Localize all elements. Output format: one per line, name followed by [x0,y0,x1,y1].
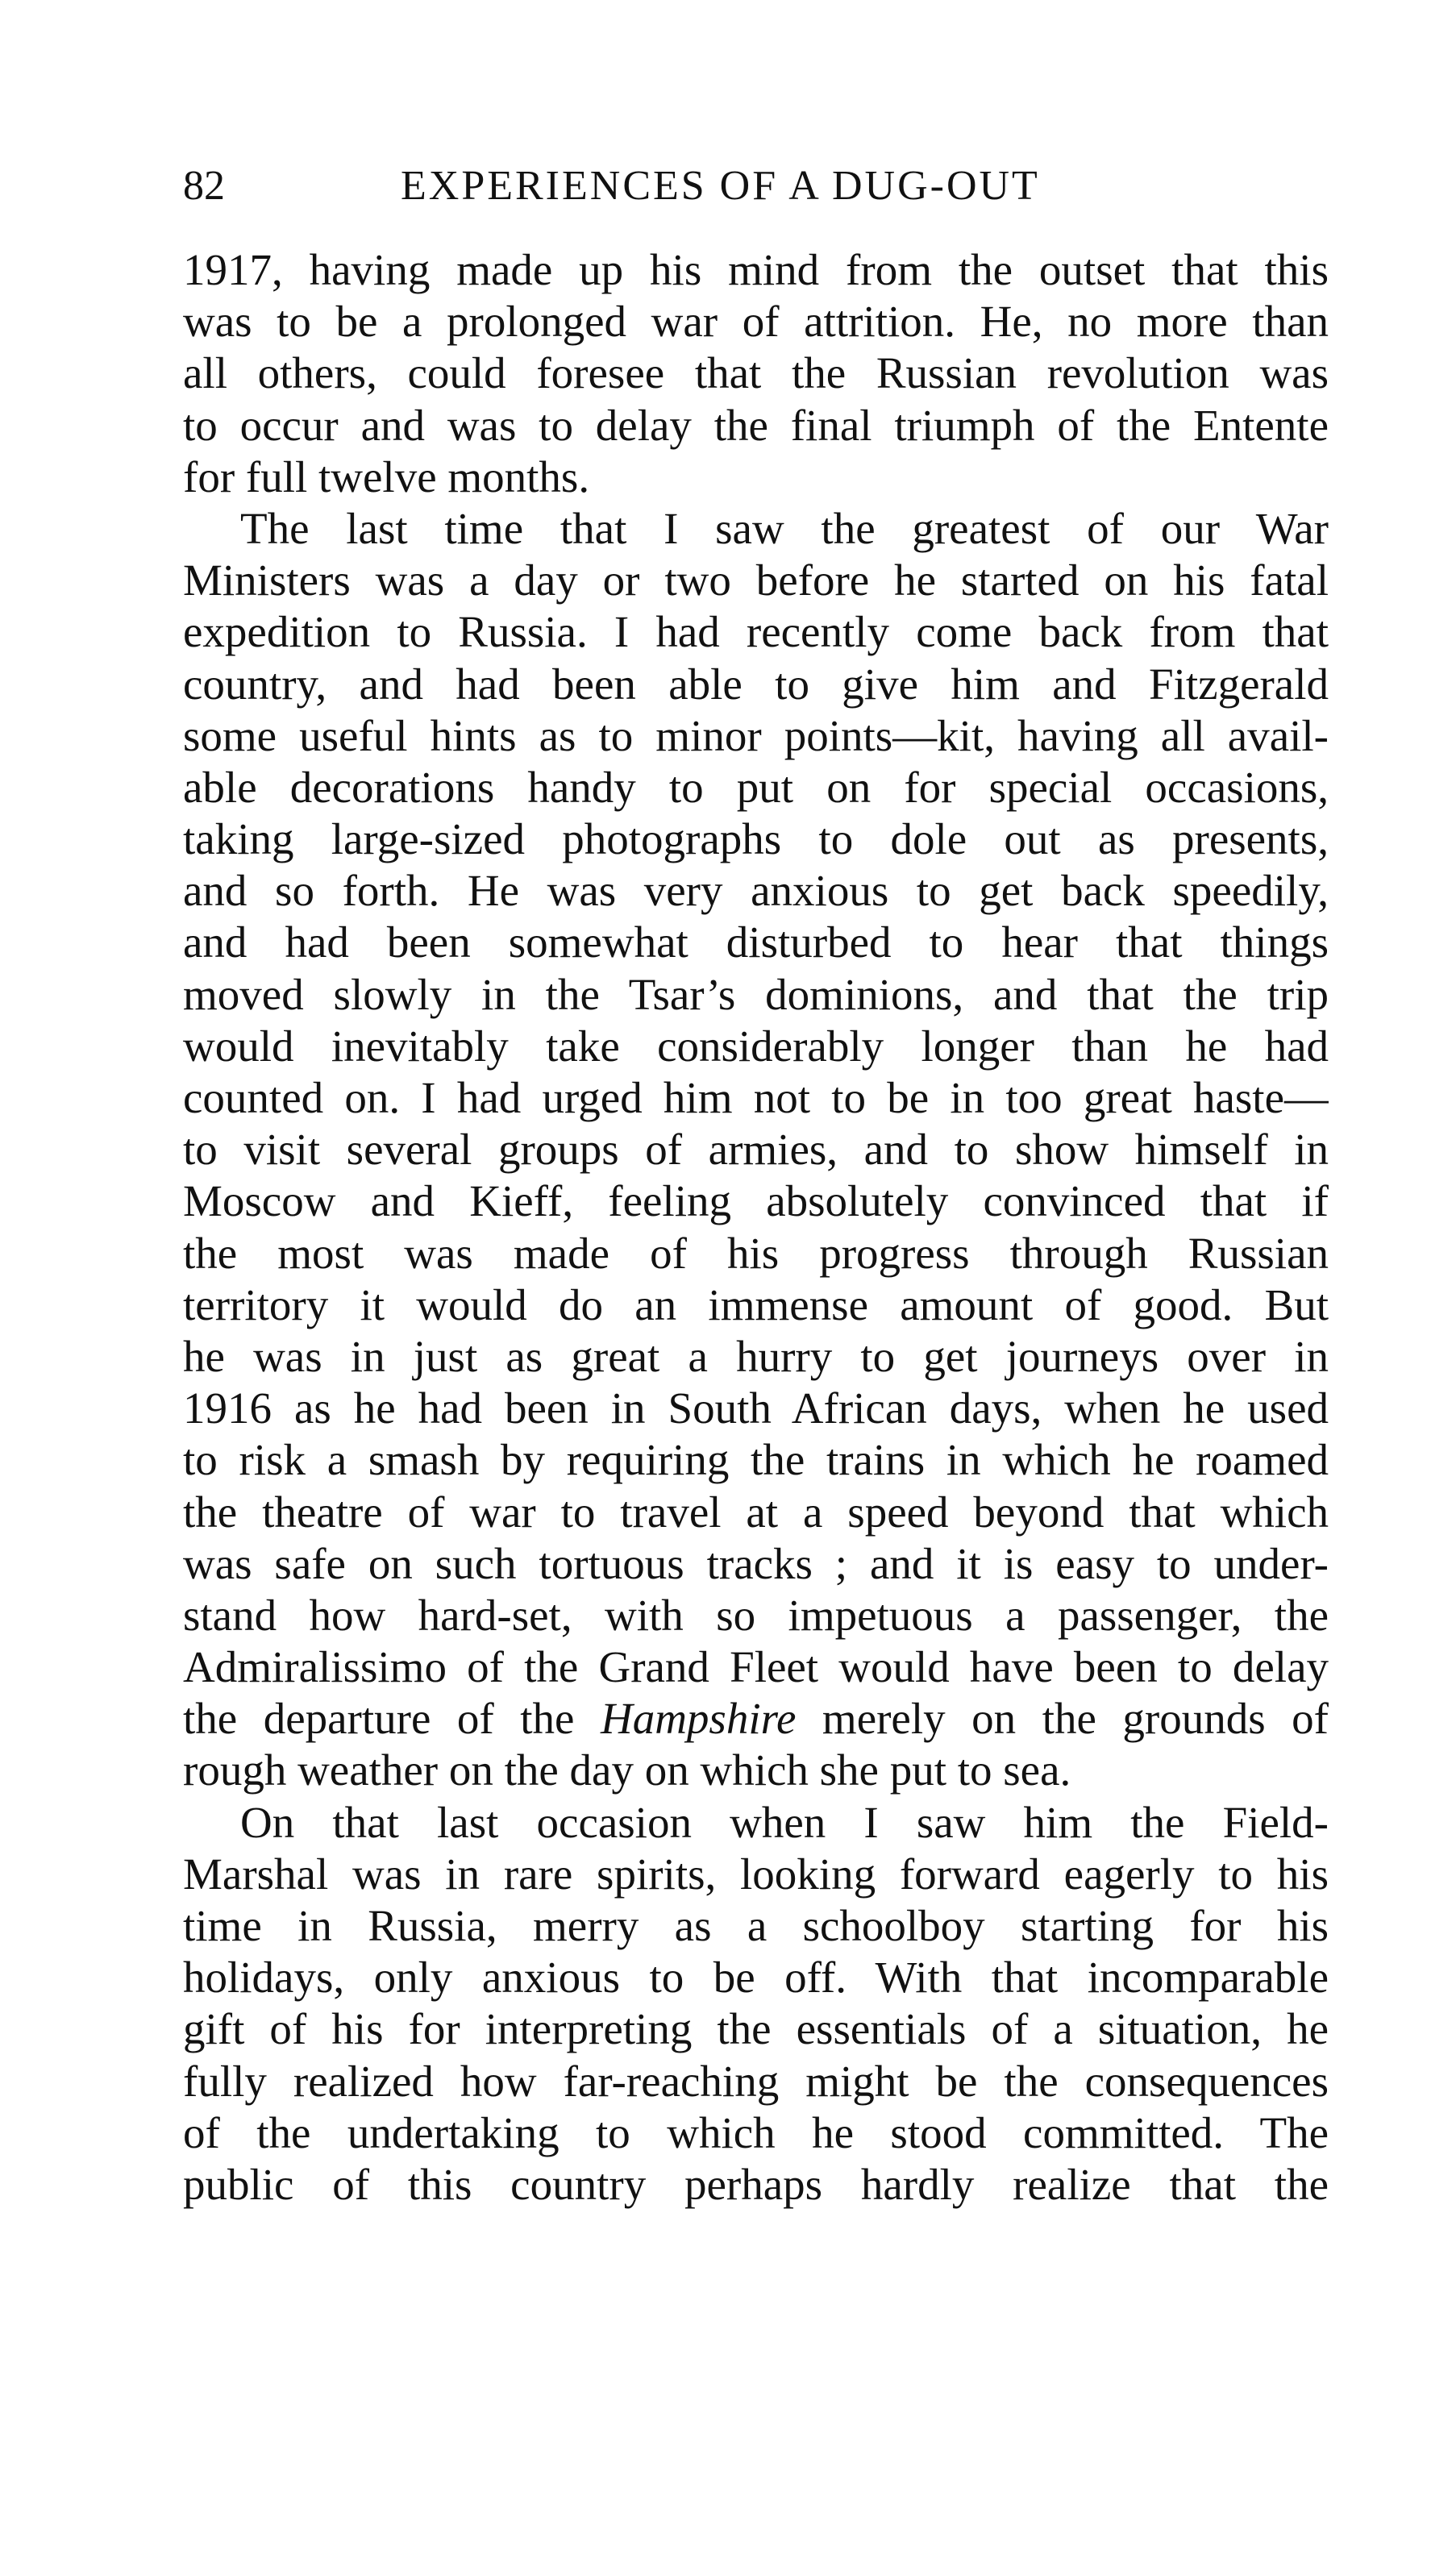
text-segment: territory it would do an immense amount of good. But [183,1279,1329,1329]
text-segment: time in Russia, merry as a schoolboy starting for his [183,1901,1329,1950]
text-segment: for full twelve months. [183,451,590,501]
text-line [183,762,1329,813]
text-line [183,1383,1329,1434]
text-line [183,347,1329,399]
text-line [183,2056,1329,2107]
text-segment: the theatre of war to travel at a speed beyond that which [183,1487,1329,1537]
text-line [183,1538,1329,1590]
text-line [183,710,1329,762]
text-segment: to visit several groups of armies, and to show himself in [183,1125,1329,1175]
text-segment: Marshal was in rare spirits, looking forward eagerly to his [183,1849,1329,1899]
text-segment: would inevitably take considerably longer than he had [183,1021,1329,1071]
paragraph [183,503,1329,1797]
text-line [183,1434,1329,1486]
text-segment: counted on. I had urged him not to be in too great haste— [183,1073,1329,1122]
text-segment: 1916 as he had been in South African days, when he used [183,1383,1329,1433]
text-segment: to occur and was to delay the final triumph of the Entente [183,400,1329,450]
text-segment: able decorations handy to put on for special occasions, [183,762,1329,812]
text-line [183,969,1329,1021]
text-segment: country, and had been able to give him and Fitzgerald [183,659,1329,709]
text-segment: rough weather on the day on which she put to sea. [183,1745,1071,1795]
text-line [183,1590,1329,1641]
text-line [183,555,1329,606]
text-line [183,813,1329,865]
text-segment: On that last occasion when I saw him the Field- [240,1797,1329,1847]
text-segment: The last time that I saw the greatest of our War [240,503,1329,553]
text-line [183,1124,1329,1175]
text-segment: stand how hard-set, with so impetuous a passenger, the [183,1590,1329,1640]
text-line [183,1900,1329,1952]
running-title: EXPERIENCES OF A DUG-OUT [401,163,1040,209]
text-segment: public of this country perhaps hardly realize that the [183,2159,1329,2209]
text-line [183,659,1329,710]
text-segment: he was in just as great a hurry to get journeys over in [183,1331,1329,1381]
text-segment: expedition to Russia. I had recently come back from that [183,607,1329,657]
text-segment: the departure of the [183,1694,601,1744]
text-line [183,400,1329,451]
text-segment: fully realized how far-reaching might be the consequences [183,2056,1329,2106]
text-segment: merely on the grounds of [796,1694,1329,1744]
text-line [183,2159,1329,2211]
text-line [183,1797,1329,1849]
text-segment: of the undertaking to which he stood committed. The [183,2107,1329,2157]
text-segment: holidays, only anxious to be off. With that incomparable [183,1953,1329,2003]
text-segment: Moscow and Kieff, feeling absolutely convinced that if [183,1176,1329,1226]
text-segment: and so forth. He was very anxious to get back speedily, [183,866,1329,916]
text-line [183,1279,1329,1331]
text-line [183,2003,1329,2055]
text-line [183,1228,1329,1279]
text-segment: was safe on such tortuous tracks ; and it is easy to under- [183,1538,1329,1588]
text-line [183,917,1329,968]
text-line [183,1487,1329,1538]
text-line [183,503,1329,555]
text-line [183,1641,1329,1693]
text-segment: taking large-sized photographs to dole out as presents, [183,814,1329,864]
text-segment: to risk a smash by requiring the trains in which he roamed [183,1435,1329,1485]
text-line [183,244,1329,296]
text-segment: some useful hints as to minor points—kit, having all avail- [183,710,1329,760]
text-segment: the most was made of his progress through Russian [183,1228,1329,1278]
text-line [183,451,1329,503]
text-segment: all others, could foresee that the Russian revolution was [183,348,1329,398]
text-line [183,865,1329,917]
text-line [183,2107,1329,2159]
body-text [183,244,1329,2211]
text-line [183,1072,1329,1124]
text-segment: gift of his for interpreting the essentials of a situation, he [183,2004,1329,2054]
text-line [183,606,1329,658]
text-line [183,296,1329,347]
italic-ship-name: Hampshire [600,1694,797,1744]
running-header [183,158,1329,214]
text-segment: Admiralissimo of the Grand Fleet would have been to delay [183,1642,1329,1692]
text-segment: 1917, having made up his mind from the outset that this [183,245,1329,294]
text-line [183,1693,1329,1745]
text-segment: was to be a prolonged war of attrition. He, no more than [183,297,1329,347]
text-line [183,1952,1329,2003]
text-line [183,1331,1329,1383]
text-line [183,1745,1329,1796]
page-number: 82 [183,163,225,209]
paragraph [183,244,1329,503]
text-segment: and had been somewhat disturbed to hear that things [183,917,1329,967]
text-line [183,1175,1329,1227]
text-segment: Ministers was a day or two before he started on his fatal [183,555,1329,605]
text-line [183,1021,1329,1072]
paragraph [183,1797,1329,2211]
text-segment: moved slowly in the Tsar’s dominions, and that the trip [183,969,1329,1019]
text-line [183,1849,1329,1900]
